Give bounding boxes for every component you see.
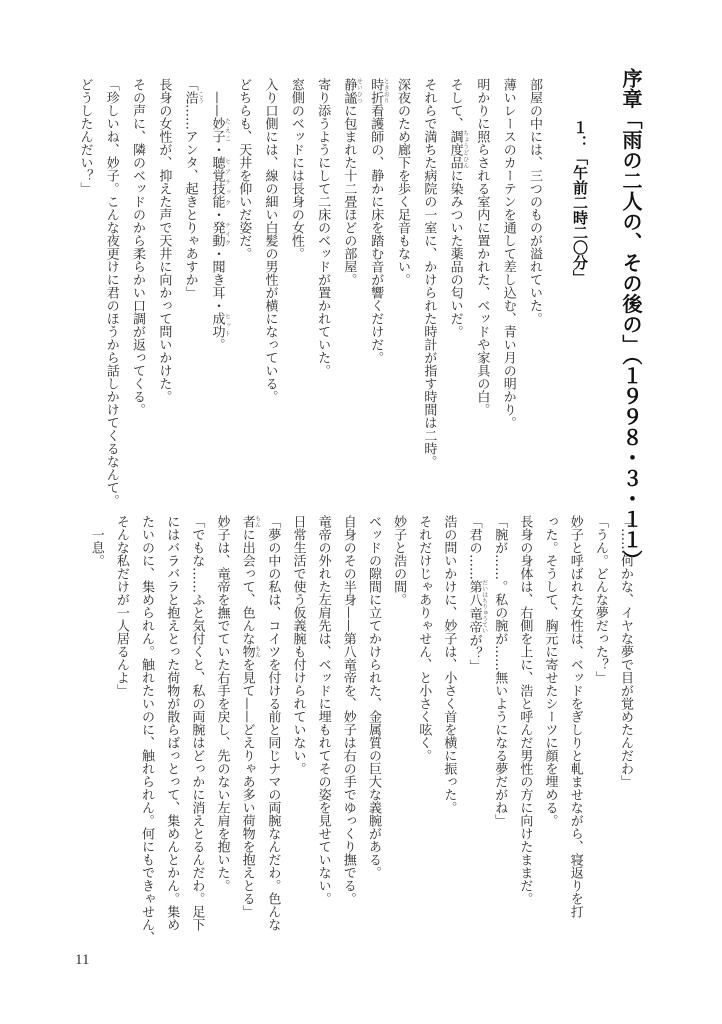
- ruby-base: 者: [239, 515, 255, 528]
- text-run: 「うん。どんな夢だった？」: [592, 515, 608, 684]
- ruby-text: [239, 645, 261, 658]
- text-line: [134, 515, 159, 975]
- text-run: 明かりに照らされる室内に置かれた、ベッドや家具の白。: [474, 78, 490, 416]
- text-run: に出会って、色んな: [239, 528, 255, 645]
- ruby-reading: たえこ: [223, 117, 231, 143]
- text-run: ——: [209, 78, 225, 117]
- text-run: 一息。: [88, 515, 104, 567]
- text-line: [361, 515, 386, 975]
- text-run: 寄り添うようにして二床のベッドが置かれていた。: [315, 78, 331, 377]
- text-run: 竜帝の外れた左肩先は、ベッドに埋もれてその姿を見せていない。: [315, 515, 331, 905]
- ruby-text: [209, 117, 231, 143]
- text-line: [150, 78, 176, 488]
- text-line: [203, 78, 230, 488]
- text-line: [389, 78, 415, 488]
- text-run: 妙子と呼ばれた女性は、ベッドをぎしりと軋ませながら、寝返りを打: [567, 515, 583, 918]
- text-line: [230, 78, 256, 488]
- text-run: 妙子は、竜帝を撫でていた右手を戻し、先のない左肩を抱いた。: [214, 515, 230, 892]
- text-line: [109, 515, 134, 975]
- text-run: 「夢の中の私は、コイツを付ける前と同じナマの両腕なんだわ。色んな: [265, 515, 281, 931]
- text-run: 深夜のため廊下を歩く足音もない。: [395, 78, 411, 286]
- text-line: [563, 515, 588, 975]
- text-run: 「君の……: [466, 515, 482, 580]
- text-run: ・聞き耳・: [209, 247, 225, 312]
- text-line: [124, 78, 150, 488]
- ruby-base: 静謐: [341, 78, 357, 104]
- text-line: [256, 78, 282, 488]
- text-run: 「珍しいね、妙子。こんな夜更けに君のほうから話しかけてくるなんて。: [103, 78, 119, 507]
- text-line: [537, 515, 562, 975]
- text-line: [176, 78, 203, 488]
- text-run: 薄いレースのカーテンを通して差し込む、青い月の明かり。: [500, 78, 516, 429]
- ruby-text: [368, 78, 390, 104]
- text-run: を見て——どえりゃあ多い荷物を抱えとる」: [239, 658, 255, 918]
- text-run: どうしたんだい？」: [77, 78, 93, 195]
- text-run: に染みついた薬品の匂いだ。: [447, 169, 463, 338]
- text-run: 部屋の中には、三つのものが溢れていた。: [527, 78, 542, 325]
- text-line: [386, 515, 411, 975]
- ruby-reading: テイク: [223, 221, 231, 247]
- text-line: [436, 515, 461, 975]
- text-line: [521, 78, 547, 488]
- text-line: [309, 78, 335, 488]
- page-number: 11: [75, 952, 90, 968]
- text-line: [494, 78, 520, 488]
- text-line: [441, 78, 468, 488]
- text-run: 入り口側には、線の細い白髪の男性が横になっている。: [262, 78, 278, 403]
- text-line: [310, 515, 335, 975]
- text-run: 「……何かな、イヤな夢で目が覚めたんだわ」: [618, 515, 633, 788]
- text-line: [283, 78, 309, 488]
- ruby-text: [447, 130, 469, 169]
- text-run: 。: [209, 338, 225, 351]
- text-line: [362, 78, 389, 488]
- ruby-base: 成功: [209, 312, 225, 338]
- text-run: 「腕が……。私の腕が……無いようになる夢だがね」: [492, 515, 508, 827]
- text-run: 自身のその半身——第八竜帝を、妙子は右の手でゆっくり撫でる。: [340, 515, 356, 905]
- text-run: 日常生活で使う仮義腕も付けられていない。: [290, 515, 306, 775]
- text-run: ……アンタ、起きとりゃあすか」: [182, 104, 198, 299]
- text-line: [209, 515, 234, 975]
- text-line: [97, 78, 123, 507]
- ruby-base: 第八竜帝: [466, 579, 482, 634]
- text-line: [468, 78, 494, 488]
- text-line: [184, 515, 209, 975]
- text-run: それだけじゃありゃせん、と小さく呟く。: [416, 515, 432, 762]
- ruby-reading: ときおり: [382, 78, 390, 104]
- text-line: [487, 515, 512, 975]
- ruby-base: 調度品: [447, 130, 463, 169]
- ruby-base: 妙子: [209, 117, 225, 143]
- text-run: ・: [209, 208, 225, 221]
- ruby-base: 物: [239, 645, 255, 658]
- ruby-reading: ちょうどひん: [461, 130, 469, 169]
- text-line: [512, 515, 537, 975]
- text-run: ベッドの隙間に立てかけられた、金属質の巨大な義腕がある。: [365, 515, 381, 879]
- ruby-reading: ヒット: [223, 312, 231, 338]
- text-line: [461, 515, 487, 975]
- text-run: それらで満ちた病院の一室に、かけられた時計が指す時間は二時。: [421, 78, 437, 468]
- text-run: にはバラバラと抱えとった荷物が散らばっとって、集めんとかん。集め: [164, 515, 180, 931]
- text-line: [285, 515, 310, 975]
- ruby-reading: もん: [253, 645, 261, 658]
- text-line: [613, 515, 638, 975]
- text-run: 浩の問いかけに、妙子は、小さく首を横に振った。: [441, 515, 457, 814]
- text-line: [260, 515, 285, 975]
- text-line: [335, 78, 362, 488]
- ruby-text: [341, 78, 363, 104]
- ruby-text: [209, 221, 231, 247]
- ruby-text: [209, 312, 231, 338]
- text-line: [159, 515, 184, 975]
- text-line: [588, 515, 613, 975]
- text-run: そして、: [447, 78, 463, 130]
- text-run: そんな私だけが一人居るんよ」: [113, 515, 129, 697]
- text-line: [235, 515, 261, 975]
- text-line: [415, 78, 441, 488]
- ruby-text: [182, 91, 204, 104]
- text-line: [84, 515, 109, 975]
- text-line: [71, 78, 97, 488]
- ruby-reading: ヒアテック: [223, 156, 231, 208]
- text-run: 長身の女性が、抑えた声で天井に向かって問いかけた。: [156, 78, 172, 403]
- ruby-base: 浩: [182, 91, 198, 104]
- text-run: その声に、隣のベッドのから柔らかい口調が返ってくる。: [130, 78, 146, 416]
- ruby-base: 発動: [209, 221, 225, 247]
- text-run: 長身の身体は、右側を上に、浩と呼んだ男性の方に向けたままだ。: [517, 515, 533, 905]
- body-text-upper: [71, 78, 547, 507]
- text-run: が？」: [466, 633, 482, 673]
- text-run: 「でもな……ふと気付くと、私の両腕はどっかに消えとるんだわ。足下: [189, 515, 205, 931]
- text-run: 看護師の、静かに床を踏む音が響くだけだ。: [368, 104, 384, 364]
- ruby-text: [239, 515, 261, 528]
- ruby-reading: こう: [196, 91, 204, 104]
- ruby-text: [466, 579, 488, 634]
- text-line: [336, 515, 361, 975]
- chapter-title: 序章「雨の二人の、その後の」（１９９８・３・１１）: [619, 68, 643, 571]
- text-line: [411, 515, 436, 975]
- body-text-lower: [84, 515, 638, 975]
- ruby-base: 時折: [368, 78, 384, 104]
- ruby-reading: もん: [253, 515, 261, 528]
- text-run: った。そうして、胸元に寄せたシーツに顔を埋める。: [542, 515, 558, 827]
- ruby-reading: せいひつ: [355, 78, 363, 104]
- text-run: たいのに、集められん。触れたいのに、触れられん。何にもできゃせん、: [139, 515, 155, 944]
- text-run: どちらも、天井を仰いだ姿だ。: [236, 78, 252, 260]
- text-run: に包まれた十二畳ほどの部屋。: [341, 104, 357, 286]
- text-run: ・: [209, 143, 225, 156]
- text-run: 妙子と浩の間。: [391, 515, 407, 606]
- section-subtitle: １：「午前二時二〇分」: [571, 120, 589, 285]
- text-run: 「: [182, 78, 198, 91]
- ruby-text: [209, 156, 231, 208]
- ruby-reading: だいはちりゅうてい: [480, 579, 488, 634]
- ruby-base: 聴覚技能: [209, 156, 225, 208]
- text-run: 窓側のベッドには長身の女性。: [288, 78, 304, 260]
